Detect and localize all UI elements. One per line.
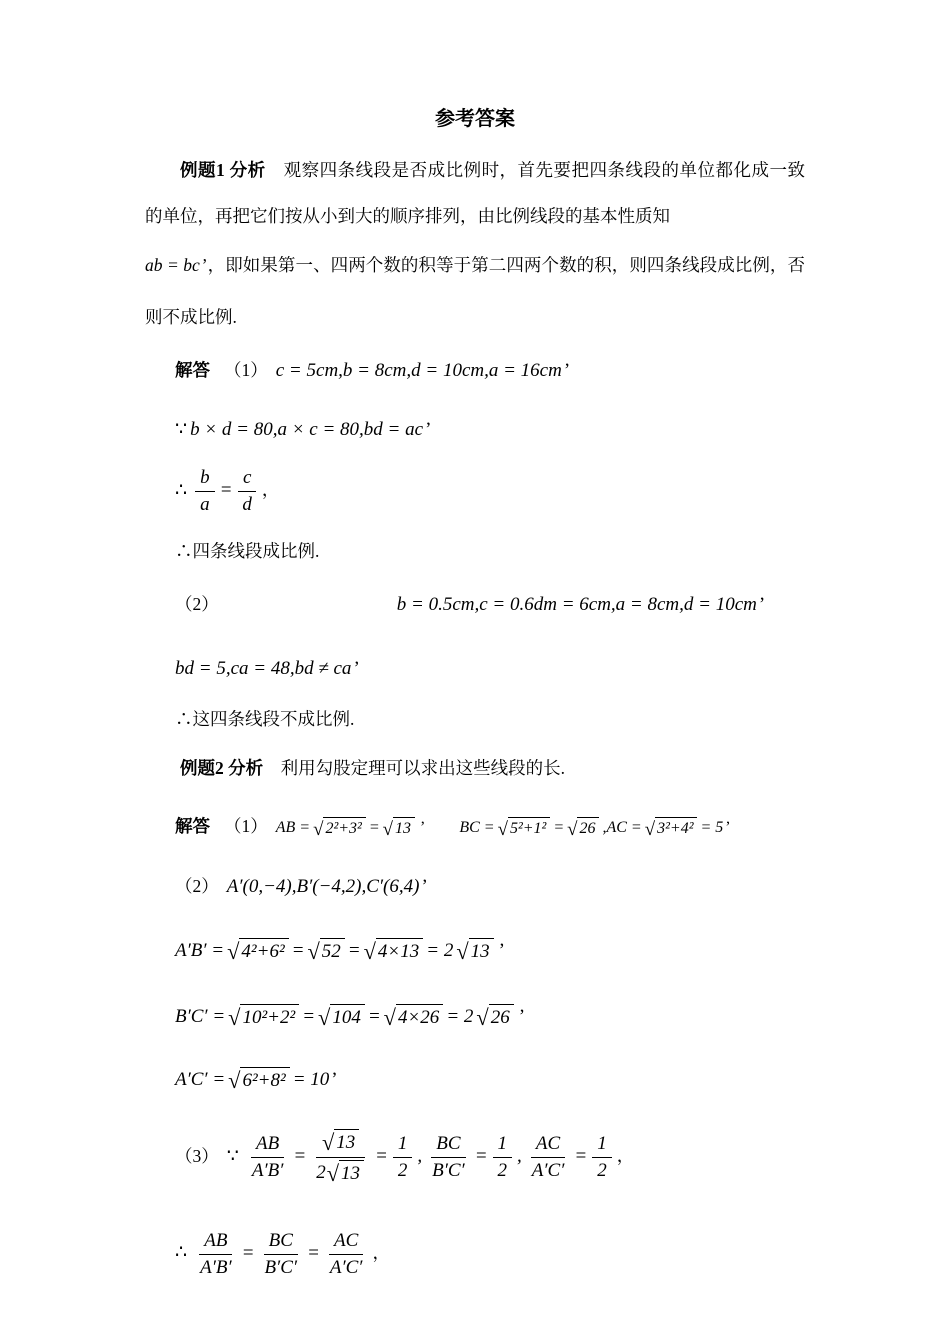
sqrt-sign: √: [228, 1068, 241, 1094]
fraction-half: [493, 1133, 513, 1182]
solution2-part1-line: [175, 813, 805, 839]
equals-sign: =: [219, 479, 233, 501]
stray-mark: ’: [421, 875, 428, 897]
radicand: 13: [393, 817, 415, 839]
image-points: A′(0,−4),B′(−4,2),C′(6,4): [226, 875, 420, 897]
radical: [327, 1160, 364, 1186]
fraction-numerator: 1: [493, 1133, 513, 1158]
radical: [322, 1129, 359, 1155]
solve-label: 解答: [175, 360, 210, 380]
page-title: 参考答案: [435, 108, 515, 130]
comma: ,: [517, 1145, 522, 1167]
fraction-numerator: AC: [531, 1133, 565, 1158]
radicand: 3²+4²: [655, 817, 697, 839]
conclusion2-line: ∴这四条线段不成比例.: [175, 708, 355, 729]
comma: ，: [372, 1242, 390, 1263]
radical: [228, 1004, 299, 1030]
radical: [227, 938, 289, 964]
example1-analysis-label: 例题1 分析: [180, 160, 266, 180]
stray-mark: ’: [563, 360, 571, 381]
fraction-denominator: A′C′: [329, 1256, 363, 1278]
a1c1-lhs: A′C′ =: [175, 1069, 226, 1091]
bc-lhs: BC =: [459, 818, 495, 836]
radical: [307, 938, 344, 964]
sqrt-sign: √: [321, 1130, 335, 1156]
radicand: 4×26: [396, 1004, 443, 1030]
comma: ,: [417, 1145, 423, 1167]
sqrt-sign: √: [313, 818, 324, 840]
radicand: 52: [320, 938, 345, 964]
stray-mark: ’: [201, 255, 208, 275]
therefore-sign: ∴: [175, 479, 188, 501]
equals-sign: =: [574, 1145, 588, 1167]
ratios-line: [175, 1129, 805, 1186]
fraction-numerator: AC: [329, 1230, 363, 1255]
example2-analysis-label: 例题2 分析: [180, 757, 264, 778]
equals-sign: =: [553, 818, 565, 836]
radical: [383, 817, 415, 839]
solution1-part1-line: [175, 357, 805, 382]
fraction-denominator: B′C′: [432, 1159, 465, 1181]
radicand: 13: [334, 1129, 359, 1155]
stray-mark: ’: [518, 1005, 526, 1027]
part3-label: （3）: [175, 1145, 219, 1166]
radical: [476, 1004, 513, 1030]
analysis-text: 观察四条线段是否成比例时，首先要把四条线段的单位都化成一致的单位，再把它们按从小到大的顺序排列，由比例线段的基本性质知: [145, 160, 806, 226]
radicand: 5²+1²: [508, 817, 550, 839]
segment-a1b1-line: [175, 938, 805, 964]
stray-mark: ’: [420, 818, 426, 836]
fraction-denominator: B′C′: [264, 1256, 298, 1278]
radical: [456, 938, 493, 964]
radicand: 26: [489, 1004, 514, 1030]
equals-sign: =: [368, 818, 380, 836]
stray-mark: ’: [425, 419, 432, 440]
given-segments-2: b = 0.5cm,c = 0.6dm = 6cm,a = 8cm,d = 10cm: [396, 593, 757, 615]
sqrt-sign: √: [228, 1004, 241, 1030]
fraction-denominator: a: [200, 493, 210, 515]
radical: [318, 1004, 365, 1030]
fraction-numerator: [316, 1129, 365, 1158]
equals-sign: =: [375, 1145, 388, 1167]
radical: [313, 817, 366, 839]
radical: [567, 817, 599, 839]
fraction-denominator: A′B′: [251, 1159, 284, 1181]
result: = 10: [292, 1069, 330, 1091]
part1-label: （1）: [224, 360, 268, 380]
comma: ，: [261, 479, 280, 500]
ac-result: = 5: [700, 818, 724, 836]
because-sign: ∵: [175, 419, 188, 440]
fraction-numerator: BC: [264, 1230, 298, 1255]
analysis-text-continued: ，即如果第一、四两个数的积等于第二四两个数的积，则四条线段成比例，否则不成比例.: [145, 255, 806, 327]
analysis-text-2: 利用勾股定理可以求出这些线段的长.: [263, 757, 565, 778]
sqrt-sign: √: [383, 1004, 396, 1030]
equals-sign: =: [293, 1145, 307, 1167]
coefficient: = 2: [426, 939, 454, 961]
sqrt-sign: √: [644, 818, 656, 840]
fraction-half: [393, 1133, 413, 1182]
sqrt-sign: √: [318, 1004, 331, 1030]
sqrt-sign: √: [307, 938, 320, 964]
stray-mark: ’: [725, 818, 731, 836]
final-proportion-line: [175, 1230, 805, 1279]
equals-sign: =: [474, 1145, 488, 1167]
given-segments-1: c = 5cm,b = 8cm,d = 10cm,a = 16cm: [275, 360, 562, 381]
fraction-ab: [247, 1133, 289, 1182]
solution1-part2-line: [175, 591, 805, 616]
radicand: 4×13: [376, 938, 423, 964]
fraction-b-a: [195, 467, 215, 516]
sqrt-sign: √: [363, 938, 376, 964]
fraction-numerator: BC: [431, 1133, 465, 1158]
fraction-half: [592, 1133, 612, 1182]
fraction-numerator: 1: [592, 1133, 612, 1158]
fraction-denominator: 2: [397, 1159, 408, 1181]
fraction-sqrt13: [311, 1129, 370, 1186]
fraction-numerator: 1: [393, 1133, 413, 1158]
radicand: 13: [469, 938, 494, 964]
ac-lhs: ,AC =: [602, 818, 642, 836]
fraction-numerator: AB: [251, 1133, 284, 1158]
radicand: 104: [330, 1004, 365, 1030]
fraction-bc: [427, 1133, 470, 1182]
because-products-line: [175, 418, 805, 441]
segment-a1c1-line: [175, 1067, 805, 1093]
fraction-ac: [325, 1230, 368, 1279]
sqrt-sign: √: [456, 938, 469, 964]
fraction-denominator: [311, 1158, 370, 1186]
fraction-numerator: AB: [199, 1230, 232, 1255]
coefficient: = 2: [446, 1005, 474, 1027]
fraction-bc: [259, 1230, 302, 1279]
radicand: 10²+2²: [240, 1004, 299, 1030]
radical: [364, 938, 424, 964]
radicand: 6²+8²: [240, 1067, 289, 1093]
conclusion1-line: ∴四条线段成比例.: [175, 540, 320, 561]
products-math: b × d = 80,a × c = 80,bd = ac: [190, 419, 424, 440]
fraction-denominator: A′B′: [200, 1256, 232, 1278]
fraction-numerator: b: [195, 467, 215, 492]
example1-analysis-continued: [145, 239, 805, 343]
equals-sign: =: [302, 1005, 316, 1027]
fraction-c-d: [237, 467, 257, 516]
radicand: 4²+6²: [239, 938, 288, 964]
stray-mark: ’: [353, 657, 360, 679]
a1b1-lhs: A′B′ =: [175, 939, 225, 961]
sqrt-sign: √: [382, 818, 393, 840]
radical: [645, 817, 698, 839]
fraction-numerator: c: [238, 467, 256, 492]
equals-sign: =: [347, 939, 361, 961]
example1-analysis-paragraph: [145, 147, 805, 239]
products-line-2: [175, 658, 805, 680]
sqrt-sign: √: [227, 938, 240, 964]
radical: [498, 817, 551, 839]
part2-label: （2）: [175, 593, 219, 614]
sqrt-sign: √: [326, 1160, 340, 1186]
radical: [384, 1004, 444, 1030]
b1c1-lhs: B′C′ =: [175, 1005, 226, 1027]
example2-analysis-paragraph: [145, 745, 805, 791]
solve-label: 解答: [175, 815, 210, 836]
because-sign: ∵: [226, 1145, 239, 1167]
equals-sign: =: [241, 1242, 255, 1264]
equals-sign: =: [307, 1242, 320, 1264]
fraction-denominator: A′C′: [531, 1159, 565, 1181]
segment-b1c1-line: [175, 1004, 805, 1030]
equals-sign: =: [291, 939, 305, 961]
equation-ab-bc: ab = bc: [145, 255, 200, 275]
stray-mark: ’: [758, 593, 766, 615]
ab-lhs: AB =: [275, 818, 311, 836]
radicand: 2²+3²: [323, 817, 365, 839]
comma: ，: [616, 1145, 635, 1166]
fraction-denominator: 2: [597, 1159, 607, 1181]
part1-label: （1）: [224, 815, 268, 836]
equals-sign: =: [367, 1005, 381, 1027]
therefore-sign: ∴: [175, 1242, 188, 1264]
sqrt-sign: √: [497, 818, 508, 840]
solution2-part2-line: [175, 873, 805, 898]
sqrt-sign: √: [567, 818, 578, 840]
radicand: 13: [339, 1160, 364, 1186]
radicand: 26: [577, 817, 599, 839]
fraction-denominator: 2: [497, 1159, 508, 1181]
stray-mark: ’: [498, 939, 505, 961]
fraction-denominator: d: [242, 493, 252, 515]
part2-label: （2）: [175, 875, 219, 896]
proportion-line: [175, 467, 805, 516]
fraction-ab: [195, 1230, 237, 1279]
products-math-2: bd = 5,ca = 48,bd ≠ ca: [175, 657, 352, 679]
coefficient: 2: [316, 1161, 326, 1183]
stray-mark: ’: [331, 1069, 338, 1091]
radical: [228, 1067, 290, 1093]
sqrt-sign: √: [476, 1004, 489, 1030]
fraction-ac: [527, 1133, 570, 1182]
